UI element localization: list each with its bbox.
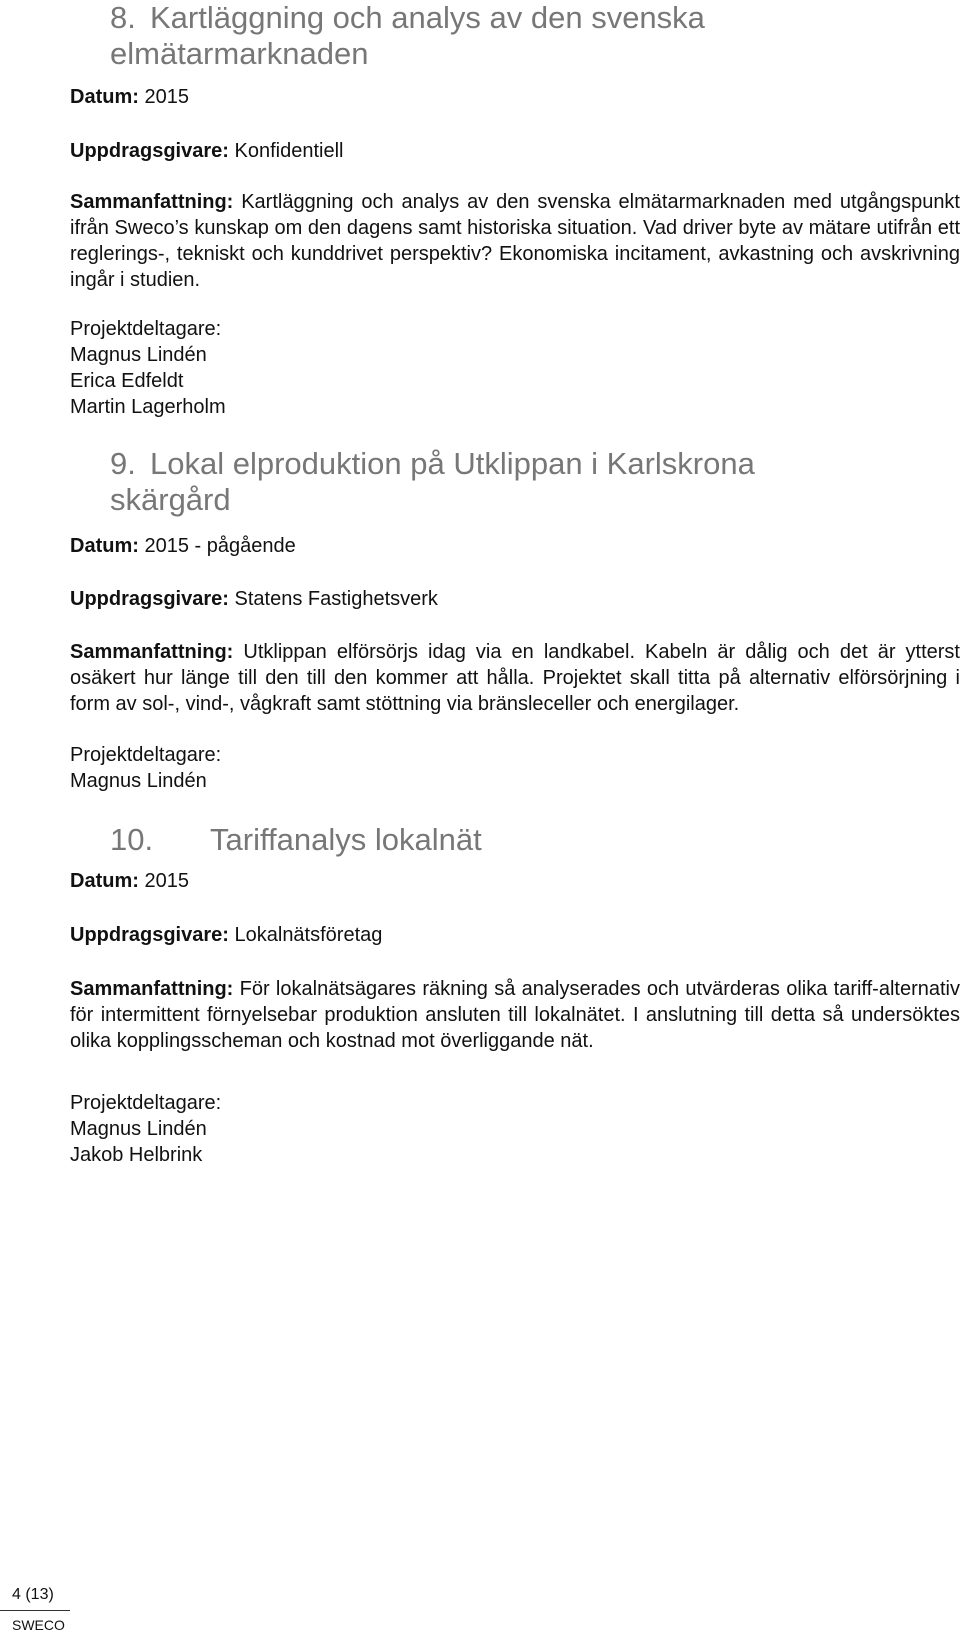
project-number: 10. xyxy=(110,822,154,857)
uppdragsgivare-line xyxy=(70,586,438,612)
project-heading xyxy=(110,822,830,858)
uppdragsgivare-value: Statens Fastighetsverk xyxy=(234,588,438,610)
uppdragsgivare-label: Uppdragsgivare: xyxy=(70,924,229,946)
projektdeltagare-label: Projektdeltagare: xyxy=(70,318,222,340)
datum-line xyxy=(70,84,189,110)
participant-name: Erica Edfeldt xyxy=(70,370,184,392)
sammanfattning-text: För lokalnätsägares räkning så analyserades och utvärderas olika tariff-alternativ för intermittent förnyelsebar produktion ansluten till lokalnätet. I anslutning till detta så undersöktes olika kopplingsscheman och kostnad mot överliggande nät. xyxy=(70,978,960,1052)
datum-value: 2015 xyxy=(144,86,189,108)
sammanfattning-paragraph xyxy=(70,976,960,1054)
sammanfattning-paragraph xyxy=(70,639,960,717)
page-number: 4 (13) xyxy=(12,1586,54,1603)
projektdeltagare-label: Projektdeltagare: xyxy=(70,744,222,766)
project-heading xyxy=(110,446,830,518)
participant-name: Magnus Lindén xyxy=(70,1118,207,1140)
project-heading xyxy=(110,0,930,72)
participant-name: Jakob Helbrink xyxy=(70,1144,203,1166)
datum-label: Datum: xyxy=(70,86,139,108)
datum-line xyxy=(70,533,296,559)
sammanfattning-paragraph xyxy=(70,189,960,293)
participant-name: Martin Lagerholm xyxy=(70,396,226,418)
project-number: 9. xyxy=(110,446,136,481)
participant-name: Magnus Lindén xyxy=(70,344,207,366)
uppdragsgivare-line xyxy=(70,922,382,948)
sammanfattning-label: Sammanfattning: xyxy=(70,641,234,663)
datum-value: 2015 xyxy=(144,870,189,892)
uppdragsgivare-label: Uppdragsgivare: xyxy=(70,588,229,610)
participant-name: Magnus Lindén xyxy=(70,770,207,792)
sammanfattning-label: Sammanfattning: xyxy=(70,978,234,1000)
uppdragsgivare-value: Lokalnätsföretag xyxy=(234,924,383,946)
project-title: Tariffanalys lokalnät xyxy=(210,822,482,857)
sammanfattning-text: Kartläggning och analys av den svenska elmätarmarknaden med utgångspunkt ifrån Sweco’s kunskap om den dagens samt historiska situation. Vad driver byte av mätare utifrån ett reglerings-, tekniskt och kunddrivet perspektiv? Ekonomiska incitament, avkastning och avskrivning ingår i studien. xyxy=(70,191,960,291)
footer-brand: SWECO xyxy=(12,1617,65,1633)
datum-line xyxy=(70,868,189,894)
footer-divider xyxy=(0,1610,70,1611)
uppdragsgivare-label: Uppdragsgivare: xyxy=(70,140,229,162)
datum-label: Datum: xyxy=(70,535,139,557)
uppdragsgivare-value: Konfidentiell xyxy=(234,140,344,162)
project-title: Kartläggning och analys av den svenska elmätarmarknaden xyxy=(110,0,705,71)
uppdragsgivare-line xyxy=(70,138,343,164)
datum-label: Datum: xyxy=(70,870,139,892)
projektdeltagare-label: Projektdeltagare: xyxy=(70,1092,222,1114)
datum-value: 2015 - pågående xyxy=(144,535,296,557)
project-title: Lokal elproduktion på Utklippan i Karlskrona skärgård xyxy=(110,446,755,517)
project-number: 8. xyxy=(110,0,136,35)
sammanfattning-text: Utklippan elförsörjs idag via en landkabel. Kabeln är dålig och det är ytterst osäkert hur länge till den till den kommer att hålla. Projektet skall titta på alternativ elförsörjning i form av sol-, vind-, vågkraft samt stöttning via bränsleceller och energilager. xyxy=(70,641,960,715)
sammanfattning-label: Sammanfattning: xyxy=(70,191,234,213)
